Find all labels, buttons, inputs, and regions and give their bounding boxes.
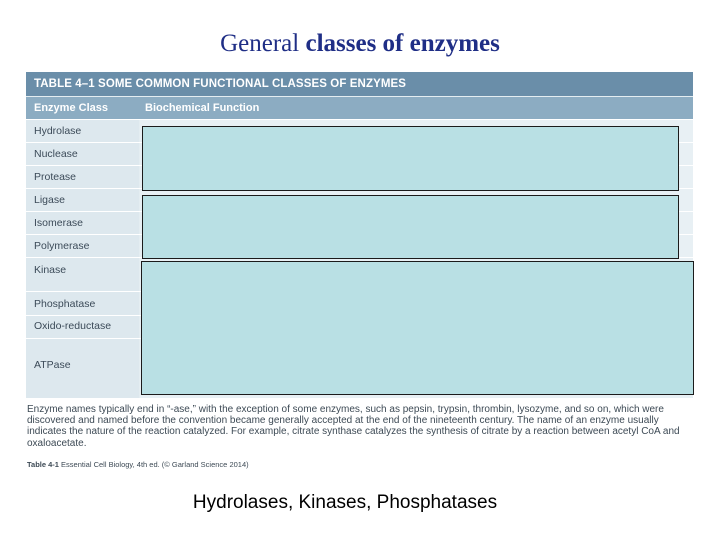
slide-title-plain: General <box>220 30 306 57</box>
column-header-row <box>26 97 693 119</box>
enzyme-class-cell: Polymerase <box>26 235 139 257</box>
enzyme-class-cell: Oxido-reductase <box>26 316 139 338</box>
table-title: TABLE 4–1 SOME COMMON FUNCTIONAL CLASSES OF ENZYMES <box>26 72 693 96</box>
enzyme-class-cell: Phosphatase <box>26 292 139 315</box>
enzyme-class-cell: ATPase <box>26 339 139 398</box>
enzyme-class-cell: Isomerase <box>26 212 139 234</box>
table-footnote: Enzyme names typically end in “-ase,” with the exception of some enzymes, such as pepsin, trypsin, thrombin, lysozyme, and so on, which were discovered and named before the convention became generally accepted at the end of the nineteenth century. The name of an enzyme usually indicates the nature of the reaction catalyzed. For example, citrate synthase catalyzes the synthesis of citrate by a reaction between acetyl CoA and oxaloacetate. <box>27 404 680 449</box>
cover-box-bottom <box>141 261 694 395</box>
enzyme-class-cell: Ligase <box>26 189 139 211</box>
enzyme-class-cell: Nuclease <box>26 143 139 165</box>
caption-source: Essential Cell Biology, 4th ed. (© Garland Science 2014) <box>58 460 249 469</box>
slide-title <box>0 30 720 58</box>
column-header-class: Enzyme Class <box>34 102 108 114</box>
table-caption <box>27 460 249 469</box>
enzyme-class-cell: Hydrolase <box>26 120 139 142</box>
column-header-function: Biochemical Function <box>145 102 260 114</box>
enzyme-class-cell: Kinase <box>26 258 139 291</box>
slide-title-bold: classes of enzymes <box>305 30 500 57</box>
caption-label: Table 4-1 <box>27 460 59 469</box>
cover-box-middle <box>142 195 679 259</box>
enzyme-class-cell: Protease <box>26 166 139 188</box>
slide-subtitle: Hydrolases, Kinases, Phosphatases <box>192 492 498 513</box>
cover-box-top <box>142 126 679 191</box>
